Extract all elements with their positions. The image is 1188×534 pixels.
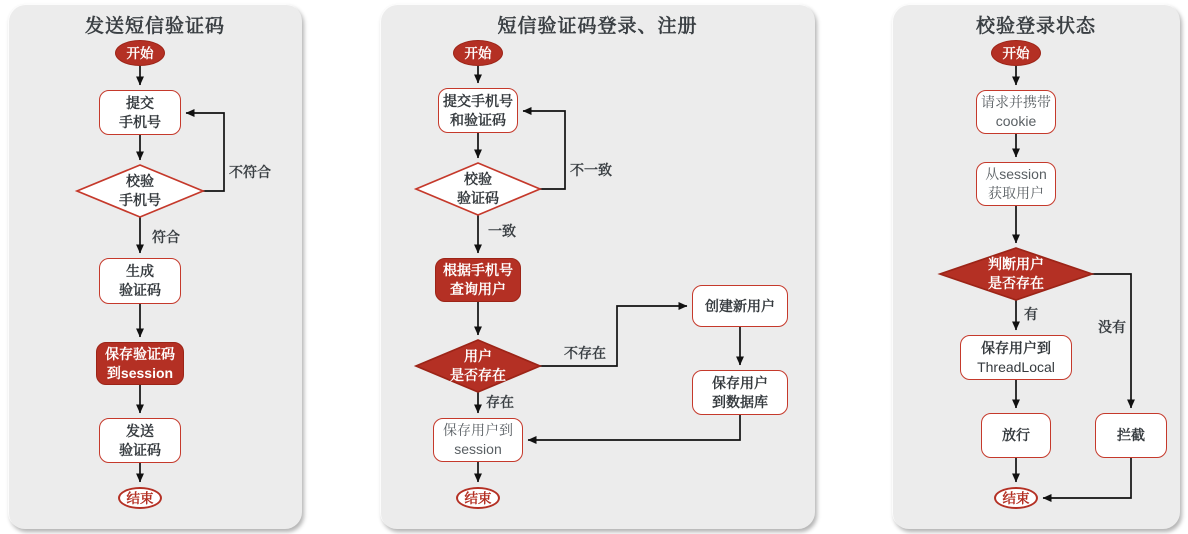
node-line: cookie bbox=[995, 113, 1037, 129]
node-line: ThreadLocal bbox=[977, 358, 1055, 375]
panel-title: 校验登录状态 bbox=[975, 16, 1096, 37]
node-line: 保存用户 bbox=[712, 374, 768, 391]
node-label: 结束 bbox=[126, 490, 154, 506]
node-line: 到数据库 bbox=[712, 393, 768, 410]
node-label: 开始 bbox=[464, 45, 492, 61]
node-line: 手机号 bbox=[119, 192, 161, 208]
node-line: 请求并携带 bbox=[981, 94, 1051, 110]
node-line: 校验 bbox=[126, 173, 154, 189]
edge-label-has: 有 bbox=[1024, 306, 1038, 322]
node-intercept bbox=[1095, 413, 1167, 458]
node-label: 开始 bbox=[126, 45, 154, 61]
node-send-code bbox=[99, 418, 181, 463]
edge-label-match: 符合 bbox=[152, 229, 180, 245]
node-label: 拦截 bbox=[1117, 427, 1145, 443]
node-request-cookie bbox=[976, 90, 1056, 134]
edge-intercept-to-end bbox=[1043, 458, 1131, 498]
node-line: 保存验证码 bbox=[105, 345, 175, 362]
node-line: 手机号 bbox=[119, 113, 161, 130]
node-line: 用户 bbox=[464, 348, 492, 364]
node-line: 提交手机号 bbox=[443, 92, 513, 109]
node-check-code bbox=[428, 168, 528, 210]
node-start bbox=[115, 40, 165, 66]
node-label: 创建新用户 bbox=[705, 297, 775, 314]
node-label: 结束 bbox=[464, 490, 492, 506]
node-end bbox=[994, 487, 1038, 509]
node-submit-phone bbox=[99, 90, 181, 135]
node-save-user-session bbox=[433, 418, 523, 462]
node-judge-user bbox=[966, 253, 1066, 295]
panel-check-login-state bbox=[892, 4, 1180, 529]
edge-label-match: 一致 bbox=[488, 223, 516, 239]
node-start bbox=[453, 40, 503, 66]
node-create-user bbox=[692, 285, 788, 327]
node-line: 验证码 bbox=[119, 441, 161, 458]
node-line: session bbox=[454, 441, 502, 457]
panel-sms-login-register bbox=[380, 4, 815, 529]
node-line: 到session bbox=[106, 364, 174, 381]
node-line: 保存用户到 bbox=[443, 422, 513, 438]
node-line: 从session bbox=[985, 166, 1047, 182]
edge-label-exists: 存在 bbox=[486, 394, 514, 410]
node-line: 校验 bbox=[464, 171, 492, 187]
node-line: 是否存在 bbox=[450, 367, 506, 383]
node-line: 和验证码 bbox=[450, 111, 506, 128]
edge-none-to-intercept bbox=[1092, 274, 1131, 408]
edge-loop-mismatch bbox=[186, 113, 224, 191]
node-generate-code bbox=[99, 258, 181, 304]
node-pass bbox=[981, 413, 1051, 458]
edge-notexists-to-create bbox=[540, 306, 687, 366]
panel-title: 发送短信验证码 bbox=[84, 16, 225, 37]
node-label: 放行 bbox=[1002, 427, 1030, 443]
node-line: 是否存在 bbox=[988, 275, 1044, 291]
node-line: 提交 bbox=[126, 94, 154, 111]
panel-title: 短信验证码登录、注册 bbox=[497, 16, 698, 37]
edge-label-not-exists: 不存在 bbox=[564, 345, 606, 361]
node-line: 验证码 bbox=[457, 190, 499, 206]
node-end bbox=[456, 487, 500, 509]
node-label: 结束 bbox=[1002, 490, 1030, 506]
node-line: 查询用户 bbox=[450, 281, 506, 297]
edge-loop-mismatch bbox=[523, 111, 565, 189]
node-start bbox=[991, 40, 1041, 66]
node-save-code-session bbox=[96, 342, 184, 385]
node-line: 发送 bbox=[126, 422, 154, 439]
edge-label-mismatch: 不符合 bbox=[229, 164, 271, 180]
node-line: 根据手机号 bbox=[443, 262, 513, 278]
node-line: 生成 bbox=[126, 263, 154, 279]
edge-label-none: 没有 bbox=[1098, 319, 1126, 335]
node-save-threadlocal bbox=[960, 335, 1072, 380]
panel-send-sms-code bbox=[8, 4, 302, 529]
node-save-user-db bbox=[692, 370, 788, 415]
node-line: 获取用户 bbox=[988, 185, 1044, 201]
node-line: 保存用户到 bbox=[981, 339, 1051, 356]
node-line: 验证码 bbox=[119, 282, 161, 298]
node-label: 开始 bbox=[1002, 45, 1030, 61]
node-end bbox=[118, 487, 162, 509]
edge-savedb-to-session bbox=[528, 415, 740, 440]
node-get-user-session bbox=[976, 162, 1056, 206]
node-query-user bbox=[435, 258, 521, 302]
node-check-phone bbox=[90, 170, 190, 212]
node-submit-phone-code bbox=[438, 88, 518, 133]
node-line: 判断用户 bbox=[988, 256, 1044, 272]
node-user-exists bbox=[428, 345, 528, 387]
edge-label-mismatch: 不一致 bbox=[570, 162, 612, 178]
